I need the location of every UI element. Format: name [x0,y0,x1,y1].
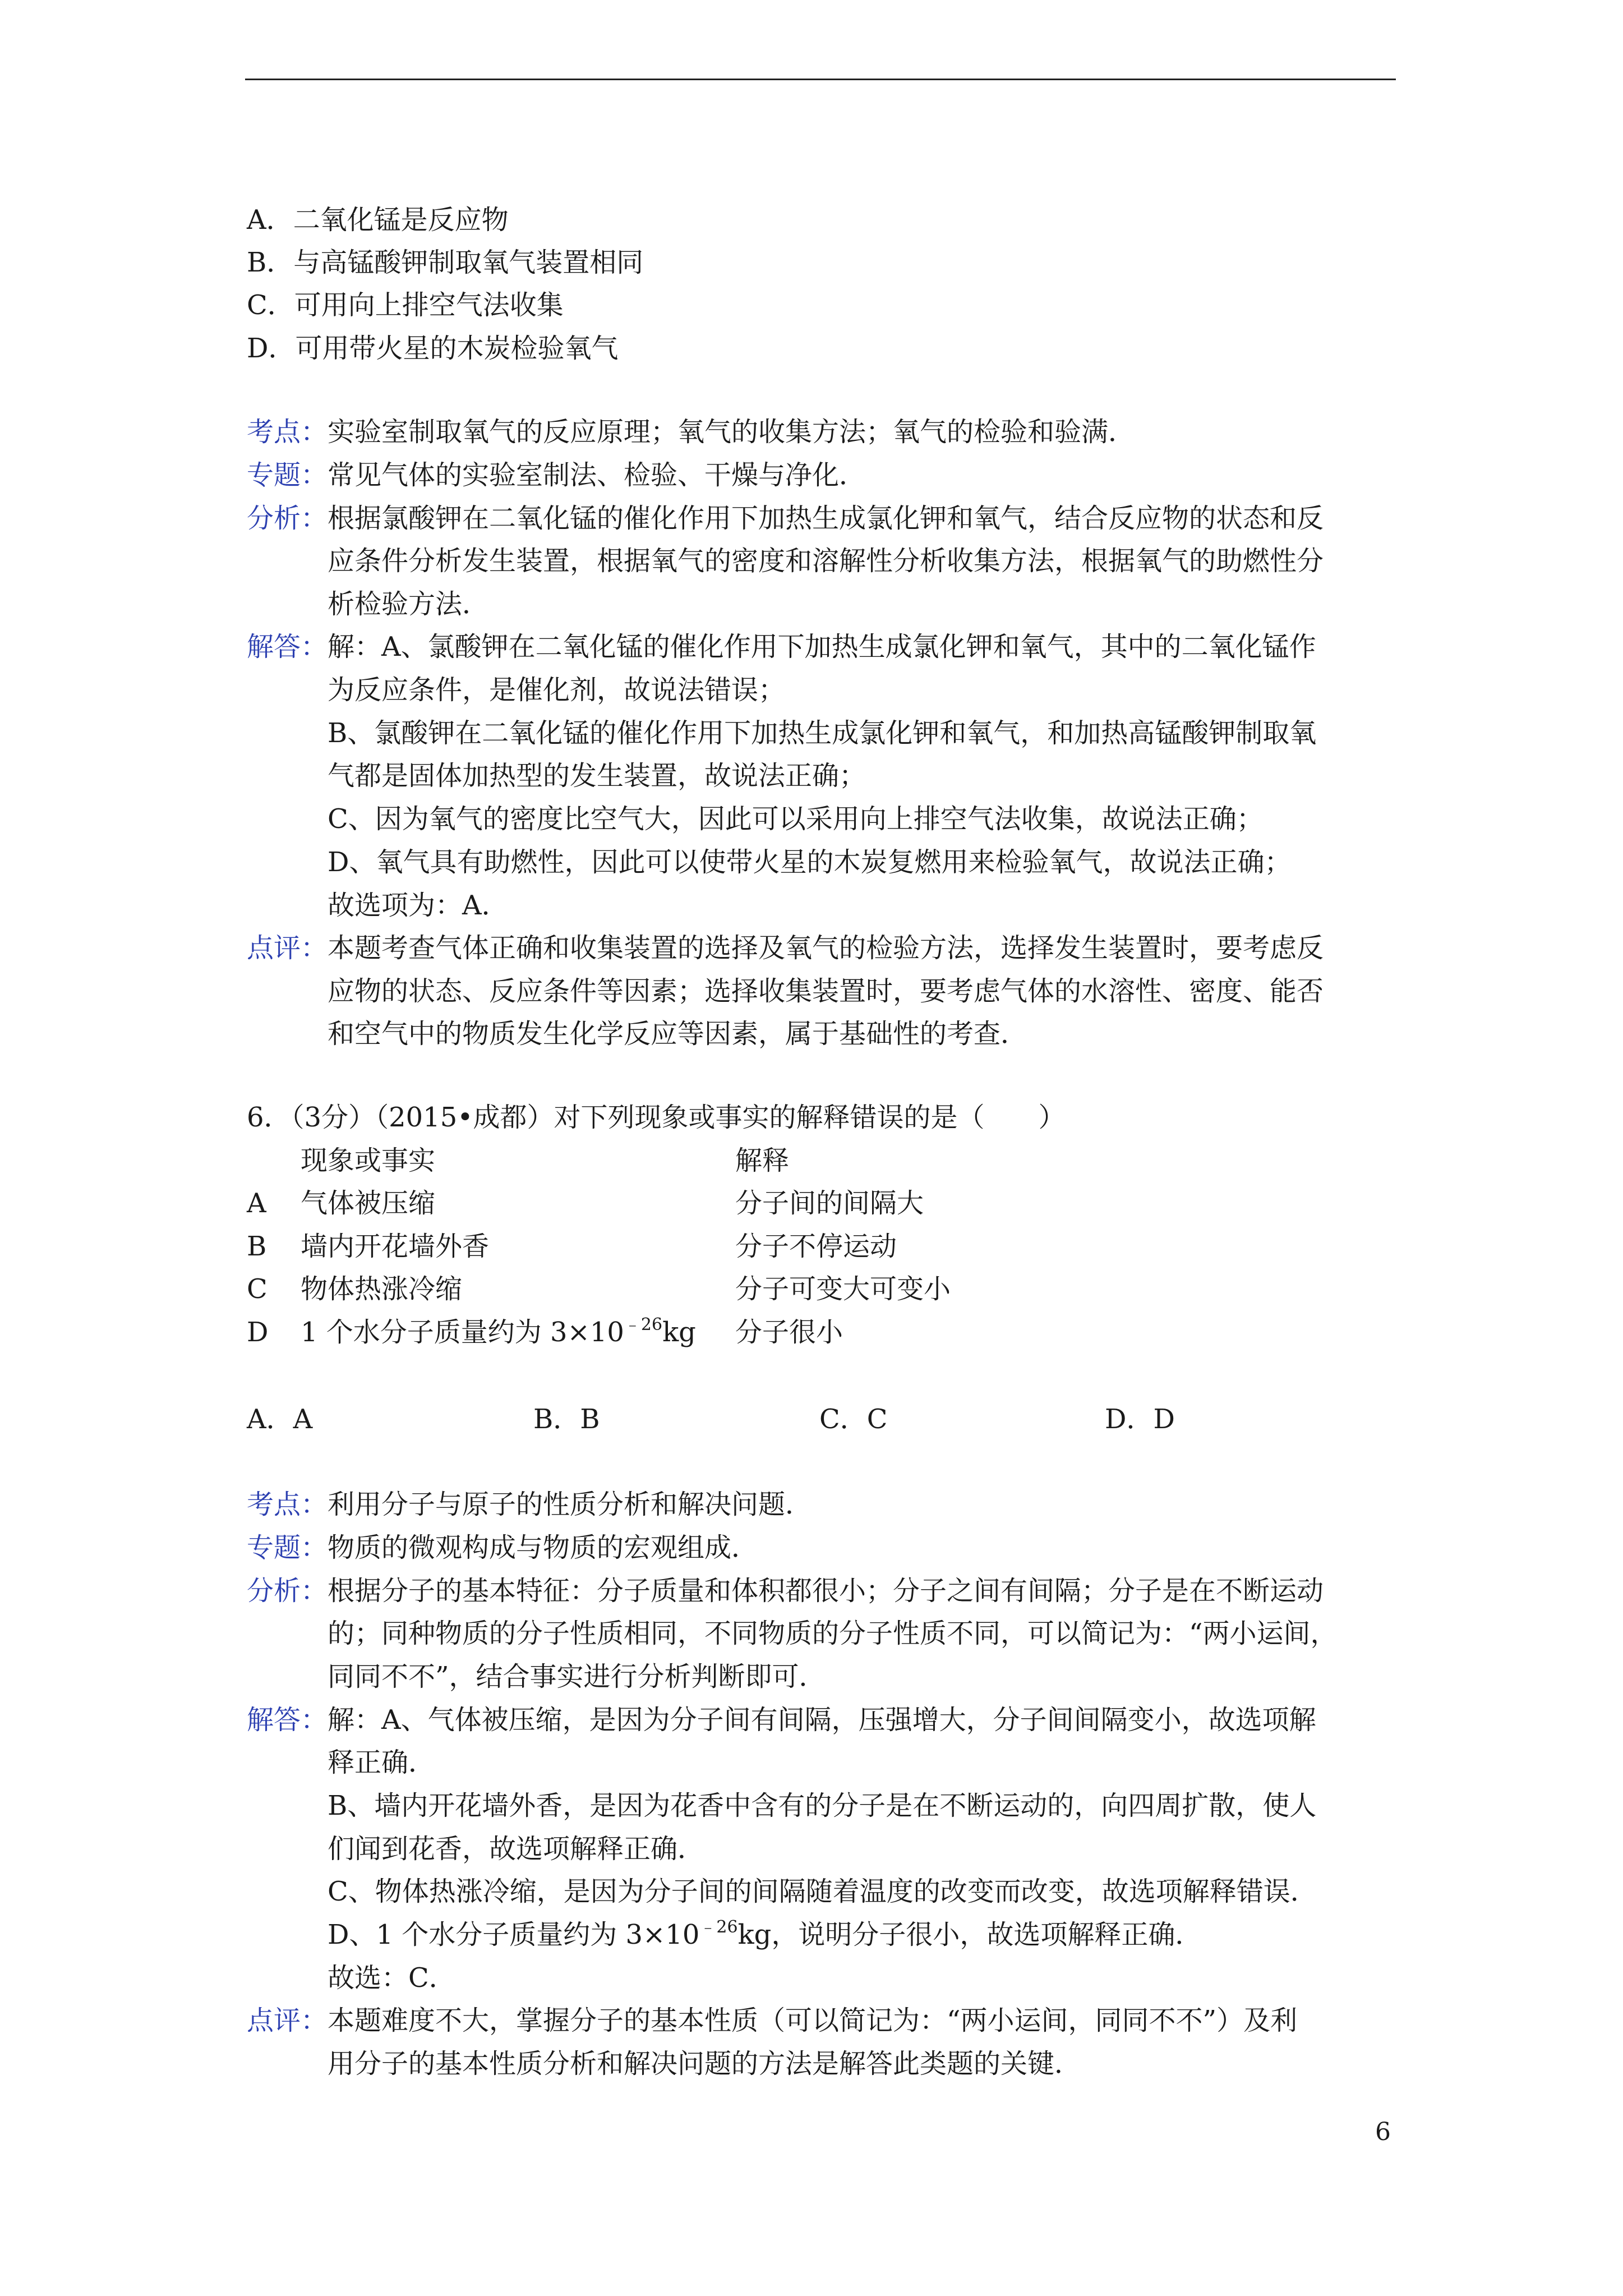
q6-table-header-expl: 解释 [735,1145,790,1176]
q5-zhuanti-text: 常见气体的实验室制法、检验、干燥与净化． [328,459,866,491]
q5-option-a: A．二氧化锰是反应物 [247,204,509,236]
q6-jieda-line-2: 释正确． [328,1747,436,1778]
q5-fenxi [247,500,1324,536]
q6-dianping-line-2: 用分子的基本性质分析和解决问题的方法是解答此类题的关键． [328,2048,1082,2079]
q5-dianping-line-2: 应物的状态、反应条件等因素；选择收集装置时，要考虑气体的水溶性、密度、能否 [328,976,1324,1007]
q6-dianping [247,2003,1297,2039]
q6-jieda [247,1702,1316,1738]
q6-table-header-fact: 现象或事实 [301,1145,436,1176]
q5-jieda-label: 解答： [247,631,328,662]
q6-option-d: D．D [1105,1404,1175,1435]
q6-row-d-fact-sup: ﹣26 [624,1315,663,1335]
q5-dianping-line-3: 和空气中的物质发生化学反应等因素，属于基础性的考查． [328,1018,1028,1050]
q5-zhuanti [247,457,866,493]
q6-jieda-d-sup: ﹣26 [699,1917,738,1937]
q5-dianping-label: 点评： [247,932,328,964]
q5-kaodian-label: 考点： [247,416,328,448]
q6-row-d-fact [301,1314,696,1350]
q6-jieda-line-6 [328,1917,1202,1953]
q6-row-d-expl: 分子很小 [735,1317,843,1348]
q6-row-a-fact: 气体被压缩 [301,1188,436,1219]
q6-row-d-fact-post: kg [662,1317,696,1348]
q6-row-d-fact-pre: 1 个水分子质量约为 3×10 [301,1317,624,1348]
q6-row-a-expl: 分子间的间隔大 [735,1188,924,1219]
q6-kaodian-text: 利用分子与原子的性质分析和解决问题． [328,1489,813,1520]
q6-zhuanti-text: 物质的微观构成与物质的宏观组成． [328,1532,759,1563]
q6-jieda-label: 解答： [247,1704,328,1736]
page-number: 6 [1375,2118,1391,2146]
q6-fenxi-line-3: 同同不不”，结合事实进行分析判断即可． [328,1661,826,1692]
q6-dianping-label: 点评： [247,2005,328,2036]
q6-jieda-line-5: C、物体热涨冷缩，是因为分子间的间隔随着温度的改变而改变，故选项解释错误． [328,1876,1317,1907]
q6-row-d-letter: D [247,1317,269,1348]
q6-option-b: B．B [533,1404,600,1435]
q5-jieda-line-3: B、氯酸钾在二氧化锰的催化作用下加热生成氯化钾和氧气，和加热高锰酸钾制取氧 [328,717,1317,749]
q6-zhuanti-label: 专题： [247,1532,328,1563]
q6-option-a: A．A [247,1404,313,1435]
q5-kaodian [247,414,1135,450]
q5-jieda-line-6: D、氧气具有助燃性，因此可以使带火星的木炭复燃用来检验氧气，故说法正确； [328,846,1292,878]
q5-option-d: D．可用带火星的木炭检验氧气 [247,333,619,364]
q6-zhuanti [247,1530,758,1566]
q5-option-c: C．可用向上排空气法收集 [247,289,564,321]
q6-jieda-line-4: 们闻到花香，故选项解释正确． [328,1833,705,1865]
q5-dianping-line-1: 本题考查气体正确和收集装置的选择及氧气的检验方法，选择发生装置时，要考虑反 [328,932,1324,964]
q6-stem: 6．（3分）（2015•成都）对下列现象或事实的解释错误的是（ ） [247,1102,1066,1133]
q5-option-b: B．与高锰酸钾制取氧气装置相同 [247,247,644,278]
q6-jieda-d-post: kg，说明分子很小，故选项解释正确． [737,1919,1202,1950]
q6-row-c-expl: 分子可变大可变小 [735,1273,951,1305]
q6-option-c: C．C [819,1404,888,1435]
q5-jieda-line-4: 气都是固体加热型的发生装置，故说法正确； [328,760,866,792]
q6-kaodian-label: 考点： [247,1489,328,1520]
q6-row-c-letter: C [247,1273,268,1305]
q6-dianping-line-1: 本题难度不大，掌握分子的基本性质（可以简记为：“两小运间，同同不不”）及利 [328,2005,1298,2036]
q5-fenxi-line-1: 根据氯酸钾在二氧化锰的催化作用下加热生成氯化钾和氧气，结合反应物的状态和反 [328,503,1324,534]
q5-jieda-line-1: 解：A、氯酸钾在二氧化锰的催化作用下加热生成氯化钾和氧气，其中的二氧化锰作 [328,631,1316,662]
q6-row-c-fact: 物体热涨冷缩 [301,1273,463,1305]
q6-row-b-expl: 分子不停运动 [735,1231,897,1262]
q5-fenxi-line-2: 应条件分析发生装置，根据氧气的密度和溶解性分析收集方法，根据氧气的助燃性分 [328,545,1324,577]
q5-fenxi-label: 分析： [247,503,328,534]
q5-kaodian-text: 实验室制取氧气的反应原理；氧气的收集方法；氧气的检验和验满． [328,416,1136,448]
q6-row-a-letter: A [247,1188,266,1219]
q6-jieda-line-7: 故选：C． [328,1962,456,1994]
q5-jieda-line-5: C、因为氧气的密度比空气大，因此可以采用向上排空气法收集，故说法正确； [328,803,1264,835]
q6-fenxi-line-1: 根据分子的基本特征：分子质量和体积都很小；分子之间有间隔；分子是在不断运动 [328,1575,1324,1607]
q5-jieda [247,629,1316,665]
q6-fenxi-line-2: 的；同种物质的分子性质相同，不同物质的分子性质不同，可以简记为：“两小运间， [328,1618,1338,1649]
q6-fenxi-label: 分析： [247,1575,328,1607]
q6-jieda-d-pre: D、1 个水分子质量约为 3×10 [328,1919,700,1950]
header-rule [245,79,1396,80]
q6-jieda-line-3: B、墙内开花墙外香，是因为花香中含有的分子是在不断运动的，向四周扩散，使人 [328,1790,1317,1821]
q5-jieda-line-2: 为反应条件，是催化剂，故说法错误； [328,674,786,706]
q6-fenxi [247,1573,1324,1609]
q5-jieda-line-7: 故选项为：A． [328,890,509,921]
q6-row-b-fact: 墙内开花墙外香 [301,1231,490,1262]
q6-row-b-letter: B [247,1231,267,1262]
q5-fenxi-line-3: 析检验方法． [328,588,490,620]
q5-zhuanti-label: 专题： [247,459,328,491]
q6-kaodian [247,1487,812,1522]
q6-jieda-line-1: 解：A、气体被压缩，是因为分子间有间隔，压强增大，分子间间隔变小，故选项解 [328,1704,1316,1736]
q5-dianping [247,930,1324,966]
